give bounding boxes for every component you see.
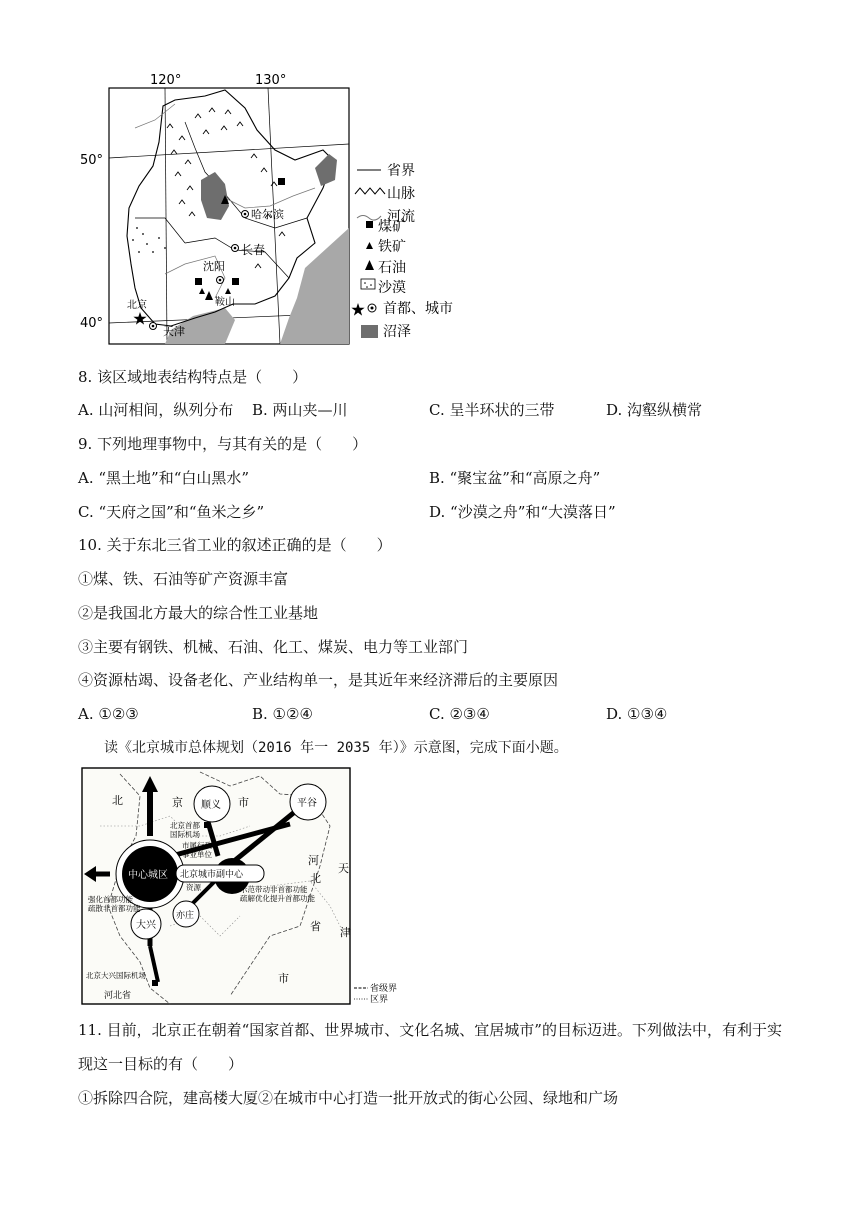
northeast-map bbox=[75, 68, 495, 348]
label-airport1a: 北京首都 bbox=[170, 821, 200, 830]
map2-label-shi: 市 bbox=[238, 796, 249, 809]
legend-label: 区界 bbox=[370, 995, 389, 1005]
q10-option-a[interactable]: A. ①②③ bbox=[78, 705, 139, 723]
legend-label: 沙漠 bbox=[378, 280, 406, 296]
label-shunyi: 顺义 bbox=[201, 800, 221, 811]
triangle-small-icon bbox=[366, 242, 373, 249]
legend-label: 首都、城市 bbox=[383, 301, 453, 317]
map2-label-sheng: 省 bbox=[310, 920, 321, 933]
lon-label-120: 120° bbox=[150, 73, 182, 88]
label-admin1: 市属行政 bbox=[182, 841, 212, 850]
q8-option-a[interactable]: A. 山河相间，纵列分布 bbox=[78, 401, 234, 419]
map2-label-jin: 津 bbox=[340, 926, 351, 939]
legend-label: 省级界 bbox=[370, 984, 398, 994]
legend-label: 山脉 bbox=[387, 186, 415, 202]
q8-option-b[interactable]: B. 两山夹—川 bbox=[252, 401, 348, 419]
legend-label: 河流 bbox=[387, 209, 415, 225]
label-center-district: 中心城区 bbox=[128, 870, 168, 881]
city-anshan: 鞍山 bbox=[215, 297, 235, 308]
q10-option-c[interactable]: C. ②③④ bbox=[429, 705, 490, 723]
label-right2: 疏解优化提升首都功能 bbox=[240, 894, 315, 903]
city-harbin: 哈尔滨 bbox=[251, 208, 284, 221]
label-left2: 疏散非首都功能 bbox=[88, 904, 141, 913]
label-left1: 强化首都功能 bbox=[88, 895, 133, 904]
question-8-stem: 8. 该区域地表结构特点是（ ） bbox=[78, 368, 308, 386]
map2-label-bei2: 北 bbox=[310, 872, 321, 885]
label-right1: 示范带动非首都功能 bbox=[240, 885, 308, 894]
city-shenyang: 沈阳 bbox=[203, 260, 225, 273]
map2-label-jing: 京 bbox=[172, 796, 183, 809]
mountain-icon bbox=[355, 188, 385, 194]
q9-option-b[interactable]: B. “聚宝盆”和“高原之舟” bbox=[429, 469, 601, 487]
city-beijing: 北京 bbox=[127, 300, 147, 311]
beijing-plan-map bbox=[80, 766, 410, 1008]
label-admin2: 事业单位 bbox=[182, 850, 212, 859]
square-icon bbox=[366, 221, 373, 228]
swamp-icon bbox=[361, 325, 378, 338]
q10-statement-3: ③主要有钢铁、机械、石油、化工、煤炭、电力等工业部门 bbox=[78, 638, 469, 656]
legend-label: 沼泽 bbox=[383, 324, 411, 340]
q9-option-a[interactable]: A. “黑土地”和“白山黑水” bbox=[78, 469, 250, 487]
map2-intro: 读《北京城市总体规划（2016 年一 2035 年）》示意图，完成下面小题。 bbox=[104, 740, 568, 756]
star-circle-icon bbox=[351, 303, 376, 316]
map2-legend bbox=[354, 982, 397, 1005]
question-9-stem: 9. 下列地理事物中，与其有关的是（ ） bbox=[78, 435, 368, 453]
city-changchun: 长春 bbox=[241, 243, 266, 257]
q8-option-d[interactable]: D. 沟壑纵横常 bbox=[606, 401, 703, 419]
city-tianjin: 天津 bbox=[163, 325, 185, 338]
label-ziyuan: 资源 bbox=[186, 883, 201, 892]
lat-label-40: 40° bbox=[80, 316, 104, 331]
map1-legend bbox=[351, 162, 453, 340]
map2-label-tian: 天 bbox=[338, 862, 349, 875]
q11-statements: ①拆除四合院，建高楼大厦②在城市中心打造一批开放式的街心公园、绿地和广场 bbox=[78, 1089, 619, 1107]
map2-label-shi-2: 市 bbox=[278, 972, 289, 985]
question-11-stem-line2: 现这一目标的有（ ） bbox=[78, 1055, 244, 1073]
label-daxing: 大兴 bbox=[136, 920, 156, 931]
beijing-plan-svg bbox=[80, 766, 410, 1008]
label-pinggu: 平谷 bbox=[297, 798, 317, 809]
label-yizhuang: 亦庄 bbox=[176, 911, 195, 921]
q10-option-b[interactable]: B. ①②④ bbox=[252, 705, 313, 723]
q10-statement-2: ②是我国北方最大的综合性工业基地 bbox=[78, 604, 319, 622]
label-airport2: 北京大兴国际机场 bbox=[86, 971, 146, 980]
q9-option-d[interactable]: D. “沙漠之舟”和“大漠落日” bbox=[429, 503, 616, 521]
q10-statement-4: ④资源枯竭、设备老化、产业结构单一，是其近年来经济滞后的主要原因 bbox=[78, 671, 559, 689]
lon-label-130: 130° bbox=[255, 73, 287, 88]
legend-label: 铁矿 bbox=[378, 239, 406, 255]
map2-label-bei: 北 bbox=[112, 794, 123, 807]
legend-label: 煤矿 bbox=[378, 219, 406, 235]
map2-label-he: 河 bbox=[308, 854, 319, 867]
legend-label: 省界 bbox=[387, 163, 415, 179]
label-hebei: 河北省 bbox=[104, 991, 132, 1001]
legend-label: 石油 bbox=[378, 260, 406, 276]
q8-option-c[interactable]: C. 呈半环状的三带 bbox=[429, 401, 555, 419]
lat-label-50: 50° bbox=[80, 153, 104, 168]
question-10-stem: 10. 关于东北三省工业的叙述正确的是（ ） bbox=[78, 536, 392, 554]
dots-icon bbox=[361, 279, 375, 289]
label-sub-center: 北京城市副中心 bbox=[180, 870, 244, 880]
question-11-stem-line1: 11. 目前，北京正在朝着“国家首都、世界城市、文化名城、宜居城市”的目标迈进。下列做法中，有利于实 bbox=[78, 1021, 782, 1039]
q9-option-c[interactable]: C. “天府之国”和“鱼米之乡” bbox=[78, 503, 265, 521]
q10-statement-1: ①煤、铁、石油等矿产资源丰富 bbox=[78, 570, 289, 588]
label-airport1b: 国际机场 bbox=[170, 830, 200, 839]
q10-option-d[interactable]: D. ①③④ bbox=[606, 705, 668, 723]
northeast-map-svg bbox=[75, 68, 495, 348]
oil-icon bbox=[365, 260, 374, 270]
